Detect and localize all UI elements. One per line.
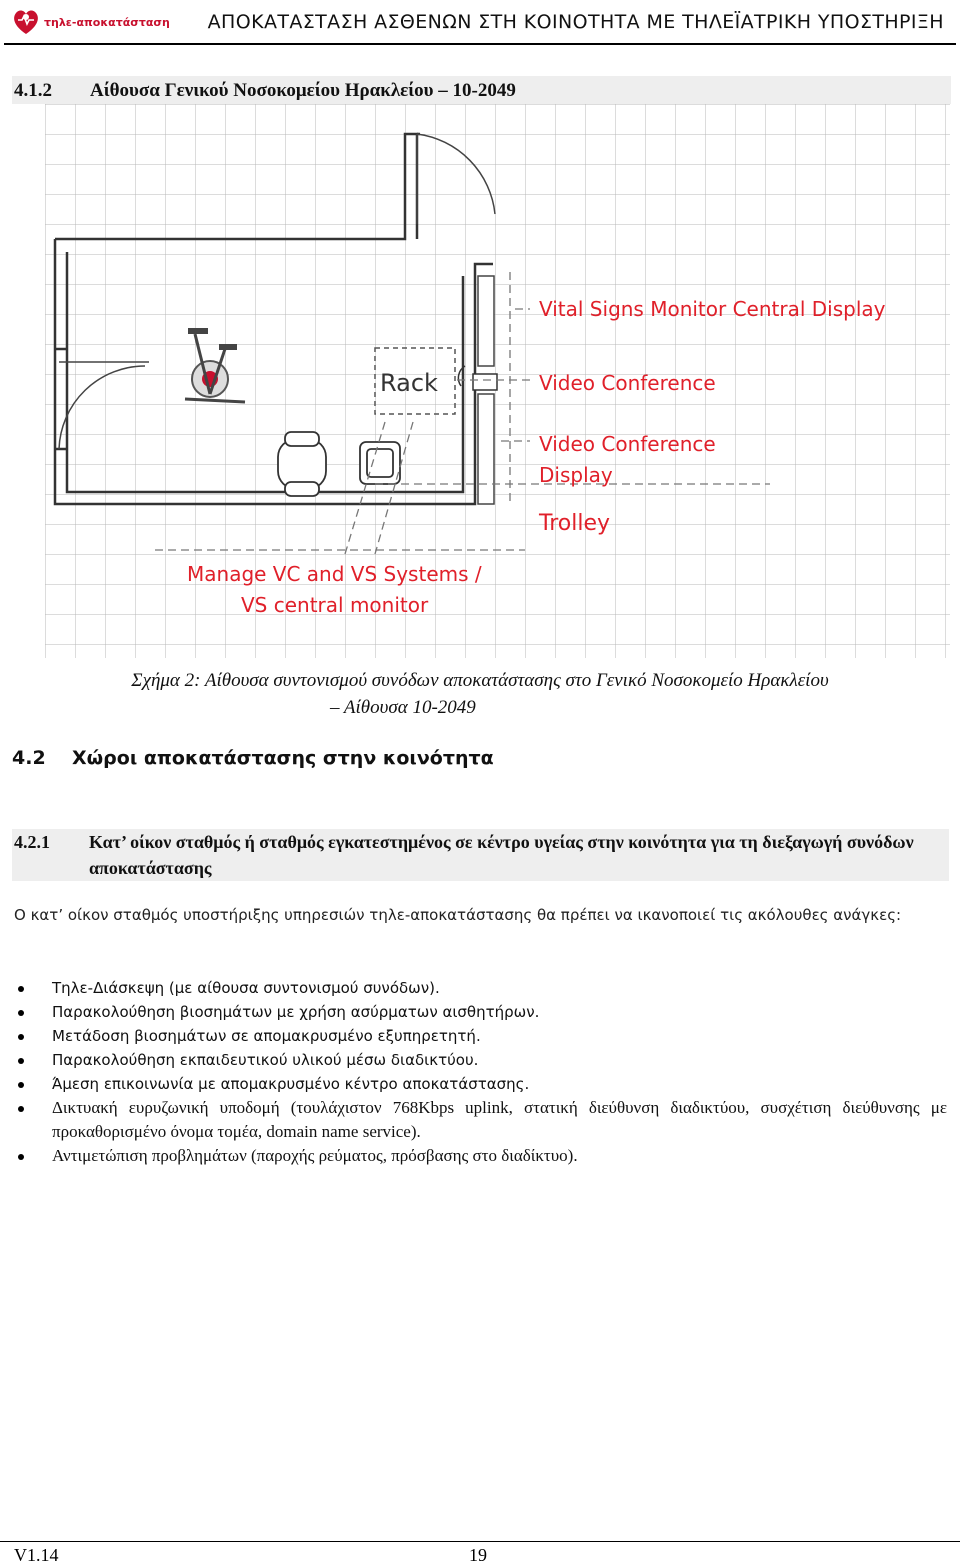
section-heading-4-2 [12,747,494,769]
section-title: Αίθουσα Γενικού Νοσοκομείου Ηρακλείου – 10-2049 [90,80,516,101]
list-item: Παρακολούθηση βιοσημάτων με χρήση ασύρματων αισθητήρων. [14,1000,947,1024]
vc-display-bar [478,394,494,504]
page-header [0,0,960,46]
label-video-conference: Video Conference [539,371,716,395]
label-trolley: Trolley [539,511,611,536]
section-number: 4.1.2 [14,80,52,101]
page-number: 19 [469,1545,487,1565]
list-item: Τηλε-Διάσκεψη (με αίθουσα συντονισμού συνόδων). [14,976,947,1000]
footer-divider [0,1541,960,1542]
chair-icon [278,432,326,496]
section-number: 4.2.1 [14,832,50,852]
header-title: ΑΠΟΚΑΤΑΣΤΑΣΗ ΑΣΘΕΝΩΝ ΣΤΗ ΚΟΙΝΟΤΗΤΑ ΜΕ ΤΗΛΕΪΑΤΡΙΚΗ ΥΠΟΣΤΗΡΙΞΗ [207,11,944,33]
footer-version: V1.14 [14,1545,59,1565]
logo-text: τηλε-αποκατάσταση [44,16,170,29]
section-title: Χώροι αποκατάστασης στην κοινότητα [72,747,494,769]
requirements-list [14,976,947,1168]
header-divider [4,43,956,45]
label-manage-2: VS central monitor [241,593,429,617]
camera-icon [473,374,497,390]
intro-paragraph: Ο κατ’ οίκον σταθμός υποστήριξης υπηρεσιών τηλε-αποκατάστασης θα πρέπει να ικανοποιεί τις ακόλουθες ανάγκες: [14,906,902,924]
figure-caption-line2: – Αίθουσα 10-2049 [330,697,476,718]
vital-display-bar [478,276,494,366]
desk-chair-icon [360,442,400,484]
list-item: Άμεση επικοινωνία με απομακρυσμένο κέντρο αποκατάστασης. [14,1072,947,1096]
figure-caption-line1: Σχήμα 2: Αίθουσα συντονισμού συνόδων αποκατάστασης στο Γενικό Νοσοκομείο Ηρακλείου [131,670,829,691]
label-vital-signs: Vital Signs Monitor Central Display [539,297,886,321]
label-vc-display-1: Video Conference [539,432,716,456]
rack-label: Rack [380,369,438,397]
list-item: Μετάδοση βιοσημάτων σε απομακρυσμένο εξυπηρετητή. [14,1024,947,1048]
floor-plan-figure [45,104,950,658]
section-heading-4-1-2 [12,76,951,104]
list-item: Παρακολούθηση εκπαιδευτικού υλικού μέσω διαδικτύου. [14,1048,947,1072]
tele-rehab-logo [8,4,170,40]
list-item: Αντιμετώπιση προβλημάτων (παροχής ρεύματος, πρόσβασης στο διαδίκτυο). [14,1144,947,1168]
label-vc-display-2: Display [539,463,613,487]
list-item: Δικτυακή ευρυζωνική υποδομή (τουλάχιστον 768Kbps uplink, στατική διεύθυνση διαδικτύου, συσχέτιση διεύθυνσης με προκαθορισμένο όνομα τομέα, domain name service). [14,1096,947,1144]
section-title: Κατ’ οίκον σταθμός ή σταθμός εγκατεστημένος σε κέντρο υγείας στην κοινότητα για τη διεξαγωγή συνόδων αποκατάστασης [89,832,914,878]
section-heading-4-2-1 [12,829,949,881]
section-number: 4.2 [12,747,46,769]
label-manage-1: Manage VC and VS Systems / [187,562,482,586]
